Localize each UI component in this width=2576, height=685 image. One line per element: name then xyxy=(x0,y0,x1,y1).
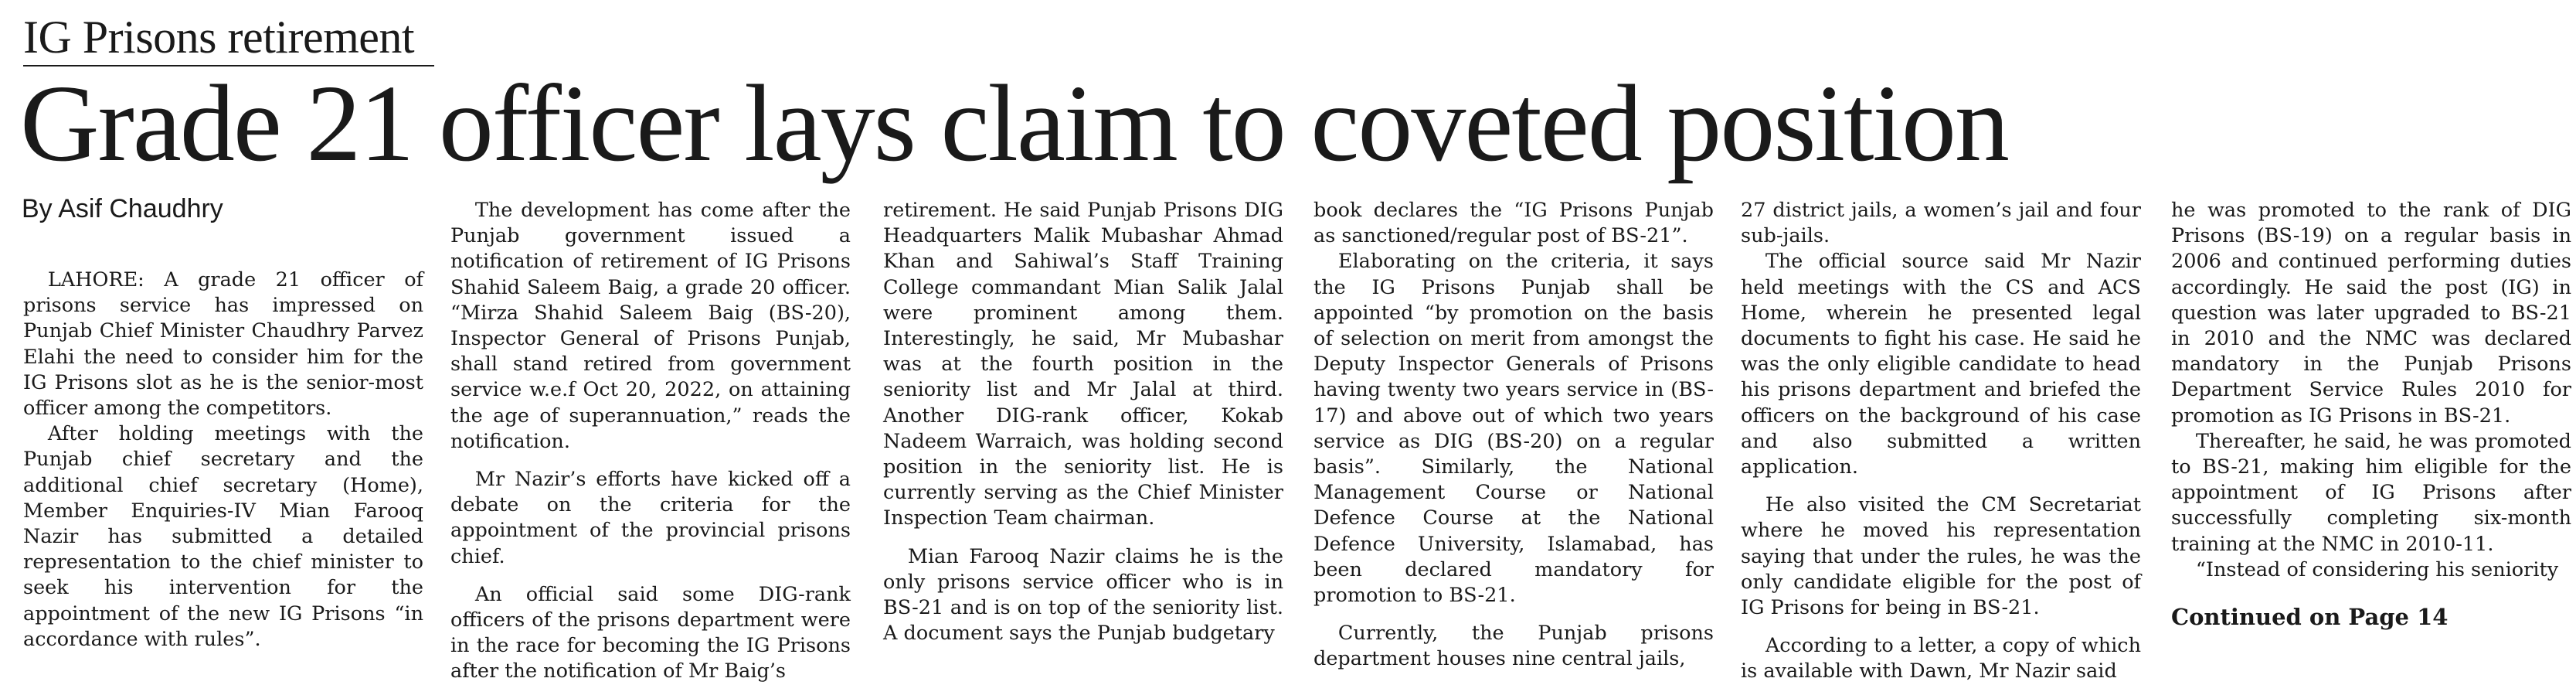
paragraph: Mr Nazir’s efforts have kicked off a debate on the criteria for the appointment of the provincial prisons chief. xyxy=(450,468,851,568)
paragraph: retirement. He said Punjab Prisons DIG Headquarters Malik Mubashar Ahmad Khan and Sahiwal’s Staff Training College commandant Mian Salik Jalal were prominent among them. Interestingly, he said, Mr Mubashar was at the fourth position in the seniority list and Mr Jalal at third. Another DIG-rank officer, Kokab Nadeem Warraich, was holding second position in the seniority list. He is currently serving as the Chief Minister Inspection Team chairman. xyxy=(883,199,1283,530)
paragraph: After holding meetings with the Punjab chief secretary and the additional chief secretary (Home), Member Enquiries-IV Mian Farooq Nazir has submitted a detailed representation to the chief minister to seek his intervention for the appointment of the new IG Prisons “in accordance with rules”. xyxy=(23,422,423,651)
paragraph: LAHORE: A grade 21 officer of prisons service has impressed on Punjab Chief Minister Chaudhry Parvez Elahi the need to consider him for the IG Prisons slot as he is the senior-most officer among the competitors. xyxy=(23,268,423,421)
paragraph: Mian Farooq Nazir claims he is the only prisons service officer who is in BS-21 and is on top of the seniority list. A document says the Punjab budgetary xyxy=(883,544,1283,646)
paragraph: He also visited the CM Secretariat where he moved his representation saying that under the rules, he was the only candidate eligible for the post of IG Prisons for being in BS-21. xyxy=(1741,493,2141,620)
main-headline: Grade 21 officer lays claim to coveted position xyxy=(20,62,2008,184)
article-column-1 xyxy=(23,268,423,653)
byline: By Asif Chaudhry xyxy=(22,194,223,223)
paragraph: he was promoted to the rank of DIG Prisons (BS-19) on a regular basis in 2006 and continued performing duties accordingly. He said the post (IG) in question was later upgraded to BS-21 in 2010 and the NMC was declared mandatory in the Punjab Prisons Department Service Rules 2010 for promotion as IG Prisons in BS-21. xyxy=(2171,199,2571,428)
paragraph: The official source said Mr Nazir held meetings with the CS and ACS Home, wherein he presented legal documents to fight his case. He said he was the only eligible candidate to head his prisons department and briefed the officers on the background of his case and also submitted a written application. xyxy=(1741,250,2141,479)
continued-on-page-link: Continued on Page 14 xyxy=(2171,604,2449,631)
paragraph: book declares the “IG Prisons Punjab as sanctioned/regular post of BS-21”. xyxy=(1313,199,1714,248)
article-column-2 xyxy=(450,198,851,685)
paragraph: An official said some DIG-rank officers of the prisons department were in the race for becoming the IG Prisons after the notification of Mr Baig’s xyxy=(450,582,851,683)
paragraph: The development has come after the Punjab government issued a notification of retirement of IG Prisons Shahid Saleem Baig, a grade 20 officer. “Mirza Shahid Saleem Baig (BS-20), Inspector General of Prisons Punjab, shall stand retired from government service w.e.f Oct 20, 2022, on attaining the age of superannuation,” reads the notification. xyxy=(450,199,851,453)
paragraph: 27 district jails, a women’s jail and four sub-jails. xyxy=(1741,199,2141,248)
paragraph: Currently, the Punjab prisons department houses nine central jails, xyxy=(1313,622,1714,671)
kicker-headline: IG Prisons retirement xyxy=(23,12,415,63)
paragraph: “Instead of considering his seniority xyxy=(2195,557,2559,581)
article-column-4 xyxy=(1313,198,1714,673)
article-column-5 xyxy=(1741,198,2141,685)
paragraph: Elaborating on the criteria, it says the IG Prisons Punjab shall be appointed “by promotion on the basis of selection on merit from amongst the Deputy Inspector Generals of Prisons having twenty two years service in (BS-17) and above out of which two years service as DIG (BS-20) on a regular basis”. Similarly, the National Management Course or National Defence Course at the National Defence University, Islamabad, has been declared mandatory for promotion to BS-21. xyxy=(1313,250,1714,608)
paragraph: According to a letter, a copy of which is available with Dawn, Mr Nazir said xyxy=(1741,634,2141,683)
paragraph: Thereafter, he said, he was promoted to BS-21, making him eligible for the appointment of IG Prisons after successfully completing six-month training at the NMC in 2010-11. xyxy=(2171,429,2571,556)
article-column-3 xyxy=(883,198,1283,646)
article-column-6 xyxy=(2171,198,2571,631)
